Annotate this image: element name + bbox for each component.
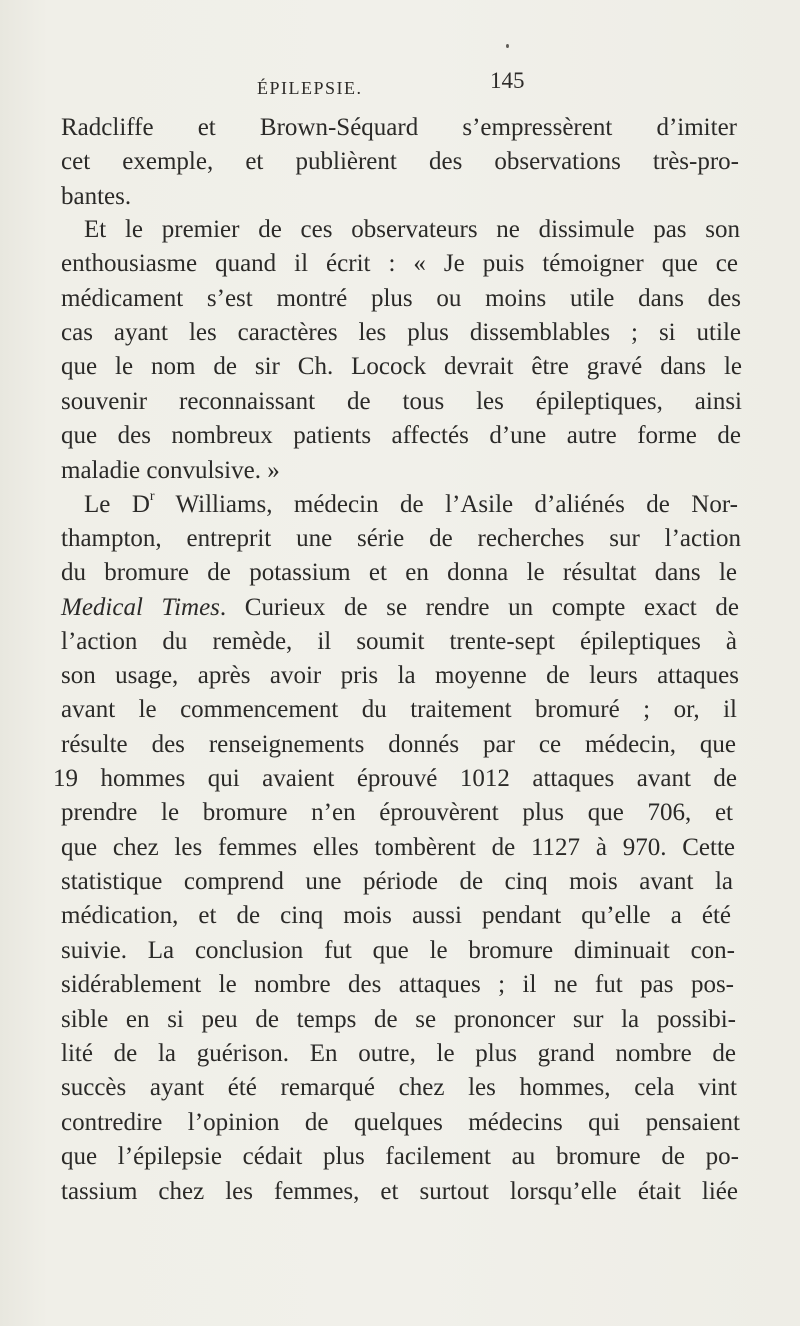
text-line	[84, 489, 738, 521]
text-line: cas ayant les caractères les plus dissemblables ; si utile	[61, 319, 741, 346]
text-line: Radcliffe et Brown-Séquard s’empressèrent d’imiter	[61, 114, 737, 141]
text-line: Et le premier de ces observateurs ne dissimule pas son	[84, 216, 740, 243]
text-fragment: Le D	[84, 491, 150, 518]
text-line: bantes.	[61, 183, 132, 210]
text-line: que des nombreux patients affectés d’une autre forme de	[61, 422, 741, 449]
text-line: résulte des renseignements donnés par ce médecin, que	[61, 731, 736, 758]
text-line: statistique comprend une période de cinq mois avant la	[61, 868, 733, 895]
text-line: l’action du remède, il soumit trente-sept épileptiques à	[61, 628, 737, 655]
text-line: avant le commencement du traitement bromuré ; or, il	[61, 696, 737, 723]
text-line: sidérablement le nombre des attaques ; il ne fut pas pos-	[61, 971, 734, 998]
text-line: son usage, après avoir pris la moyenne de leurs attaques	[61, 662, 739, 689]
text-line: cet exemple, et publièrent des observations très-pro-	[61, 148, 739, 175]
journal-title: Medical Times	[61, 594, 220, 621]
text-line: souvenir reconnaissant de tous les épileptiques, ainsi	[61, 388, 742, 415]
text-line: que le nom de sir Ch. Locock devrait être gravé dans le	[61, 353, 742, 380]
text-line: contredire l’opinion de quelques médecins qui pensaient	[61, 1109, 740, 1136]
text-line: thampton, entreprit une série de recherches sur l’action	[61, 525, 741, 552]
text-line: succès ayant été remarqué chez les hommes, cela vint	[61, 1074, 737, 1101]
superscript: r	[149, 489, 155, 504]
text-line: suivie. La conclusion fut que le bromure diminuait con-	[61, 937, 735, 964]
running-header: ÉPILEPSIE.	[257, 78, 363, 98]
text-line: tassium chez les femmes, et surtout lorsqu’elle était liée	[61, 1178, 738, 1205]
text-line: lité de la guérison. En outre, le plus grand nombre de	[61, 1040, 736, 1067]
text-line: que l’épilepsie cédait plus facilement au bromure de po-	[61, 1143, 739, 1170]
text-line: 19 hommes qui avaient éprouvé 1012 attaques avant de	[53, 765, 737, 792]
text-fragment: Williams, médecin de l’Asile d’aliénés de Nor-	[154, 491, 738, 518]
text-line: enthousiasme quand il écrit : « Je puis témoigner que ce	[61, 250, 738, 277]
text-line: sible en si peu de temps de se prononcer sur la possibi-	[61, 1006, 736, 1033]
text-line: prendre le bromure n’en éprouvèrent plus que 706, et	[61, 799, 733, 826]
text-line	[61, 592, 739, 624]
text-line: maladie convulsive. »	[61, 457, 280, 484]
text-line: médication, et de cinq mois aussi pendant qu’elle a été	[61, 902, 731, 929]
text-fragment: . Curieux de se rendre un compte exact de	[219, 594, 739, 621]
page-number: 145	[490, 68, 525, 93]
text-line: médicament s’est montré plus ou moins utile dans des	[61, 285, 741, 312]
text-line: du bromure de potassium et en donna le résultat dans le	[61, 559, 737, 586]
text-line: que chez les femmes elles tombèrent de 1127 à 970. Cette	[61, 834, 735, 861]
